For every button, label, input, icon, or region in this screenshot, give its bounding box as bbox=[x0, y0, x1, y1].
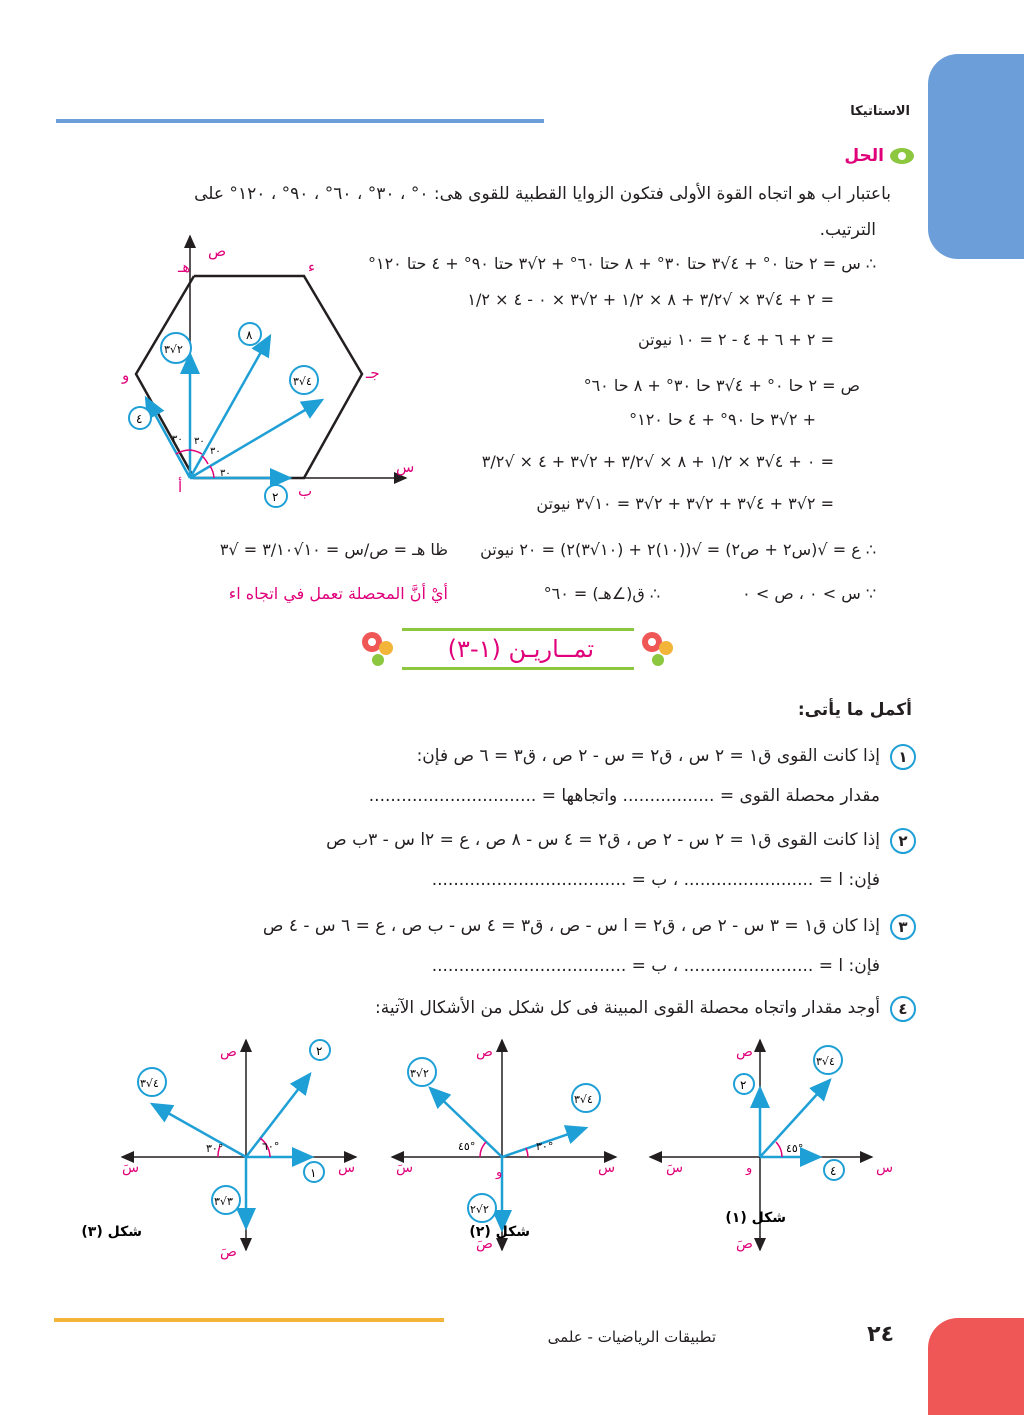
label-b: ب bbox=[298, 482, 313, 500]
force-label-2: ٤√٣ bbox=[293, 375, 312, 388]
fig2-f1: ٤√٣ bbox=[574, 1093, 593, 1106]
q3-text: إذا كان ق١ = ٣ س - ٢ ص ، ق٢ = ا س - ص ، ق٣ = ٤ س - ب ص ، ع = ٦ س - ٤ ص bbox=[262, 916, 880, 936]
q2-text: إذا كانت القوى ق١ = ٢ س - ٢ ص ، ق٢ = ٤ س - ٨ ص ، ع = ٢ا س - ٣ب ص bbox=[326, 830, 880, 850]
fig1-caption: شكل (١) bbox=[725, 1210, 786, 1226]
sum-y-4: = ٢√٣ + ٤√٣ + ٢√٣ + ٢√٣ = ١٠√٣ نيوتن bbox=[536, 494, 834, 513]
force-label-1: ٢ bbox=[272, 490, 279, 504]
chapter-tab bbox=[928, 54, 1024, 259]
sum-x-2: = ٢ + ٤√٣ × √٣/٢ + ٨ × ١/٢ + ٢√٣ × ٠ - ٤ × ١/٢ bbox=[467, 290, 834, 309]
angle-2: ٣٠ bbox=[210, 446, 221, 457]
fig2-y: ص bbox=[476, 1044, 493, 1060]
label-h: هـ bbox=[178, 258, 191, 276]
bullet-icon bbox=[888, 146, 916, 166]
fig1-f1: ٤ bbox=[830, 1164, 837, 1178]
footer-rule bbox=[54, 1318, 444, 1322]
fig1-angle: ٤٥° bbox=[786, 1142, 804, 1155]
sum-y-1: ص = ٢ حا ٠° + ٤√٣ حا ٣٠° + ٨ حا ٦٠° bbox=[583, 376, 860, 395]
fig3-x2: سَ bbox=[122, 1160, 140, 1176]
fig3-angle-2: ٣٠° bbox=[206, 1142, 224, 1155]
fig1-y: ص bbox=[736, 1044, 753, 1060]
sum-x-1: ∴ س = ٢ حتا ٠° + ٤√٣ حتا ٣٠° + ٨ حتا ٦٠° + ٢√٣ حتا ٩٠° + ٤ حتا ١٢٠° bbox=[367, 254, 876, 273]
section-title: الاستاتيكا bbox=[850, 104, 910, 119]
hexagon-diagram bbox=[110, 228, 420, 508]
exercises-banner bbox=[402, 628, 634, 670]
q1-blank: مقدار محصلة القوى = ................. واتجاهها = ............................... bbox=[368, 786, 880, 806]
force-label-3: ٨ bbox=[246, 328, 253, 342]
fig3-angle-1: ٦٠° bbox=[262, 1140, 280, 1153]
q4-number: ٤ bbox=[890, 996, 916, 1022]
figure-2 bbox=[390, 1030, 640, 1260]
force-label-5: ٤ bbox=[136, 412, 143, 426]
solution-line-1: باعتبار اب هو اتجاه القوة الأولى فتكون الزوايا القطبية للقوى هى: ٠° ، ٣٠° ، ٦٠° ، ٩٠° ، ١٢٠° على bbox=[194, 184, 891, 204]
sum-x-3: = ٢ + ٦ + ٤ - ٢ = ١٠ نيوتن bbox=[637, 330, 834, 349]
fig2-x2: سَ bbox=[396, 1160, 414, 1176]
label-j: جـ bbox=[366, 364, 380, 382]
solution-line-2: الترتيب. bbox=[819, 220, 876, 240]
q1-number: ١ bbox=[890, 744, 916, 770]
force-label-4: ٢√٣ bbox=[164, 343, 183, 356]
fig3-f2: ٢ bbox=[316, 1044, 323, 1058]
angle-result: ∴ ق(∠هـ) = ٦٠° bbox=[543, 584, 660, 603]
fig3-f4: ٣√٣ bbox=[214, 1195, 233, 1208]
resultant-magnitude: ∴ ع = √(س٢ + ص٢) = √((١٠)٢ + (١٠√٣)٢) = ٢٠ نيوتن bbox=[480, 540, 876, 559]
q2-number: ٢ bbox=[890, 828, 916, 854]
figure-3 bbox=[81, 1030, 370, 1260]
direction-conclusion: أيْ أنَّ المحصلة تعمل في اتجاه اء bbox=[228, 584, 448, 603]
fig2-y2: صَ bbox=[476, 1236, 493, 1252]
page-number: ٢٤ bbox=[867, 1322, 894, 1347]
fig3-x: س bbox=[338, 1160, 356, 1176]
fig2-caption: شكل (٢) bbox=[469, 1224, 530, 1240]
q3-number: ٣ bbox=[890, 914, 916, 940]
sign-condition: ∵ س > ٠ ، ص > ٠ bbox=[742, 584, 876, 603]
fig1-f2: ٢ bbox=[740, 1078, 747, 1092]
book-title: تطبيقات الرياضيات - علمى bbox=[547, 1328, 716, 1346]
fig3-caption: شكل (٣) bbox=[81, 1224, 142, 1240]
complete-heading: أكمل ما يأتى: bbox=[797, 700, 912, 720]
sum-y-2: + ٢√٣ حا ٩٠° + ٤ حا ١٢٠° bbox=[629, 410, 816, 429]
exercises-title: تمــاريـن (١-٣) bbox=[447, 635, 594, 663]
fig1-x2: سَ bbox=[666, 1160, 684, 1176]
figure-1 bbox=[650, 1030, 900, 1260]
gear-right-icon bbox=[636, 626, 680, 670]
force-aw bbox=[146, 398, 190, 478]
label-d: ء bbox=[308, 258, 316, 276]
q4-text: أوجد مقدار واتجاه محصلة القوى المبينة فى كل شكل من الأشكال الآتية: bbox=[374, 998, 880, 1018]
q1-text: إذا كانت القوى ق١ = ٢ س ، ق٢ = س - ٢ ص ، ق٣ = ٦ ص فإن: bbox=[416, 746, 880, 766]
fig2-f2: ٢√٣ bbox=[410, 1067, 429, 1080]
angle-4: ٣٠ bbox=[172, 434, 183, 445]
fig3-y2: صَ bbox=[220, 1244, 237, 1260]
fig3-f3: ٤√٣ bbox=[140, 1077, 159, 1090]
fig1-y2: صَ bbox=[736, 1236, 753, 1252]
label-a: أ bbox=[178, 478, 183, 496]
fig1-f3: ٤√٣ bbox=[816, 1055, 835, 1068]
sum-y-3: = ٠ + ٤√٣ × ١/٢ + ٨ × √٣/٢ + ٢√٣ + ٤ × √٣/٢ bbox=[481, 452, 834, 471]
fig2-x: س bbox=[598, 1160, 616, 1176]
label-w: و bbox=[122, 366, 130, 384]
q2-blank: فإن: ا = ........................ ، ب = .................................... bbox=[431, 870, 880, 890]
fig3-y: ص bbox=[220, 1044, 237, 1060]
label-y: ص bbox=[208, 242, 227, 260]
fig2-f3: ٢√٢ bbox=[470, 1203, 489, 1216]
fig2-angle-1: ٣٠° bbox=[536, 1140, 554, 1153]
tan-angle: ظا هـ = ص/س = ١٠√٣/١٠ = √٣ bbox=[219, 540, 448, 559]
fig1-x: س bbox=[876, 1160, 894, 1176]
angle-1: ٣٠ bbox=[220, 468, 231, 479]
label-x: س bbox=[396, 458, 415, 476]
fig3-f1: ١ bbox=[310, 1166, 317, 1180]
solution-label: الحل bbox=[844, 146, 884, 166]
angle-3: ٣٠ bbox=[194, 436, 205, 447]
header-rule bbox=[56, 119, 544, 123]
fig2-origin: و bbox=[496, 1165, 503, 1180]
fig2-angle-2: ٤٥° bbox=[458, 1140, 476, 1153]
hexagon-shape bbox=[136, 276, 362, 478]
fig1-origin: و bbox=[746, 1161, 753, 1176]
gear-left-icon bbox=[356, 626, 400, 670]
q3-blank: فإن: ا = ........................ ، ب = .................................... bbox=[431, 956, 880, 976]
page-tab bbox=[928, 1318, 1024, 1415]
